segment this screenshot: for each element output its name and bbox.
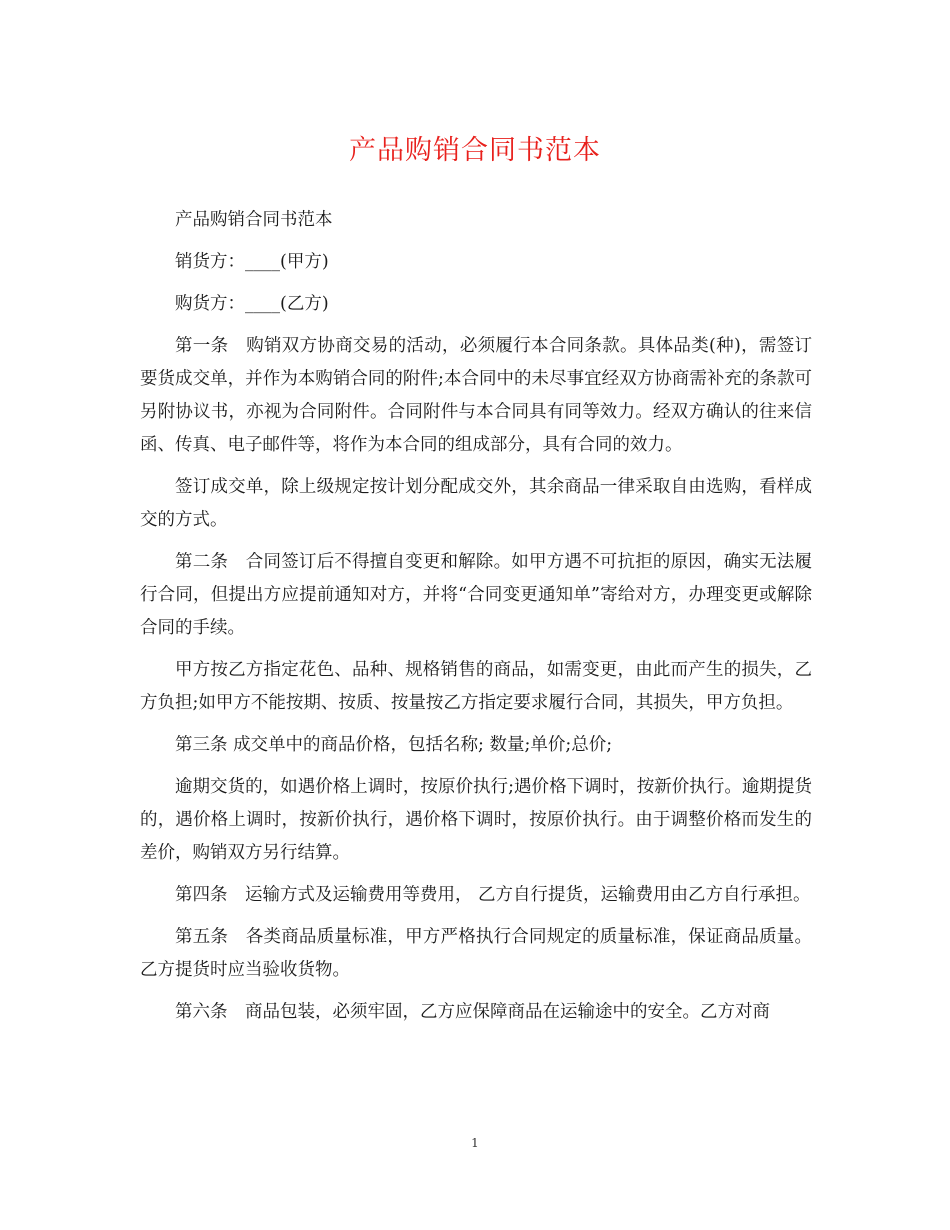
document-body [140, 204, 812, 1038]
paragraph-article-2: 第二条 合同签订后不得擅自变更和解除。如甲方遇不可抗拒的原因，确实无法履行合同，但提出方应提前通知对方，并将“合同变更通知单”寄给对方，办理变更或解除合同的手续。 [140, 552, 812, 638]
paragraph-article-3-supplement: 逾期交货的，如遇价格上调时，按原价执行;遇价格下调时，按新价执行。逾期提货的，遇价格上调时，按新价执行，遇价格下调时，按原价执行。由于调整价格而发生的差价，购销双方另行结算。 [140, 777, 812, 863]
paragraph-article-5: 第五条 各类商品质量标准，甲方严格执行合同规定的质量标准，保证商品质量。乙方提货时应当验收货物。 [140, 927, 812, 980]
paragraph-article-6: 第六条 商品包装，必须牢固，乙方应保障商品在运输途中的安全。乙方对商 [175, 1002, 770, 1022]
paragraph-article-1: 第一条 购销双方协商交易的活动，必须履行本合同条款。具体品类(种)，需签订要货成交单，并作为本购销合同的附件;本合同中的未尽事宜经双方协商需补充的条款可另附协议书，亦视为合同附件。合同附件与本合同具有同等效力。经双方确认的往来信函、传真、电子邮件等，将作为本合同的组成部分，具有合同的效力。 [140, 336, 812, 455]
paragraph-article-4: 第四条 运输方式及运输费用等费用， 乙方自行提货，运输费用由乙方自行承担。 [175, 885, 811, 905]
page-number: 1 [471, 1136, 479, 1150]
paragraph-article-1-supplement: 签订成交单，除上级规定按计划分配成交外，其余商品一律采取自由选购，看样成交的方式。 [140, 477, 812, 530]
paragraph-seller: 销货方：____(甲方) [175, 252, 329, 272]
paragraph-article-3: 第三条 成交单中的商品价格，包括名称; 数量;单价;总价; [175, 735, 613, 755]
paragraph-heading: 产品购销合同书范本 [175, 210, 333, 230]
document-title: 产品购销合同书范本 [349, 135, 601, 166]
paragraph-article-2-supplement: 甲方按乙方指定花色、品种、规格销售的商品，如需变更，由此而产生的损失，乙方负担;如甲方不能按期、按质、按量按乙方指定要求履行合同，其损失，甲方负担。 [140, 660, 812, 713]
paragraph-buyer: 购货方：____(乙方) [175, 294, 329, 314]
